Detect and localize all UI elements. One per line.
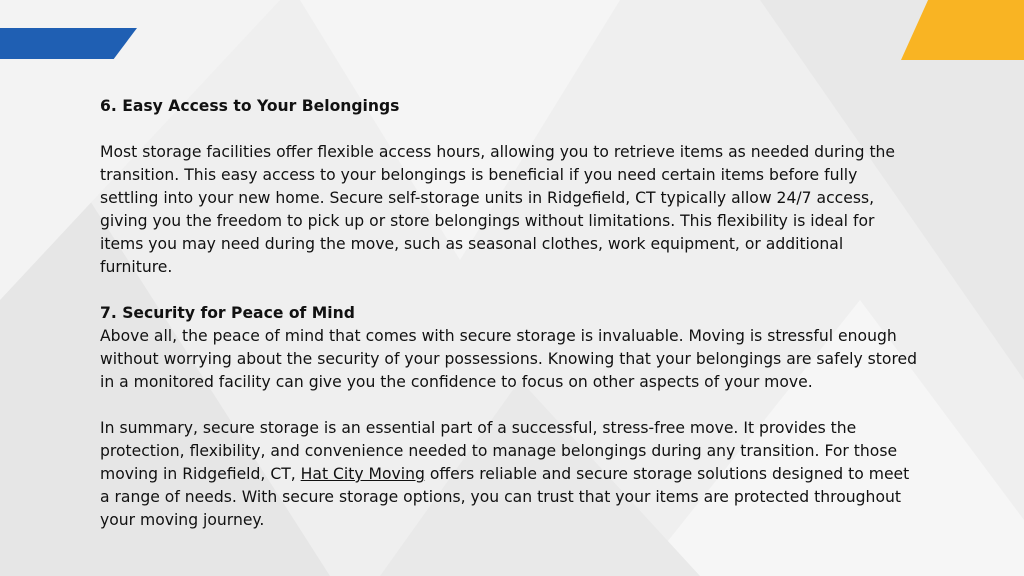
- section-body-security: Above all, the peace of mind that comes with secure storage is invaluable. Moving is stressful enough without worrying about the security of your possessions. Knowing that your belongings are safely stored in a monitored facility can give you the confidence to focus on other aspects of your move.: [100, 327, 918, 391]
- hat-city-moving-link[interactable]: Hat City Moving: [300, 465, 425, 483]
- summary-text-start: In summary, secure storage is an essential part of a successful, stress-free move. It provides the protection, flexibility, and convenience needed to manage belongings during any transition. For those moving in Ridgefield, CT,: [100, 419, 898, 483]
- section-heading-security: 7. Security for Peace of Mind: [100, 304, 355, 322]
- spacer: [100, 394, 920, 417]
- spacer: [100, 279, 920, 302]
- spacer: [100, 118, 920, 141]
- summary-text-end: offers reliable and secure storage solutions designed to meet a range of needs. With secure storage options, you can trust that your items are protected throughout your moving journey.: [100, 465, 910, 529]
- blue-accent-bar: [0, 28, 137, 59]
- article-content: [100, 95, 920, 532]
- section-body-easy-access: Most storage facilities offer flexible access hours, allowing you to retrieve items as needed during the transition. This easy access to your belongings is beneficial if you need certain items before fully settling into your new home. Secure self-storage units in Ridgefield, CT typically allow 24/7 access, giving you the freedom to pick up or store belongings without limitations. This flexibility is ideal for items you may need during the move, such as seasonal clothes, work equipment, or additional furniture.: [100, 143, 896, 276]
- summary-paragraph: [100, 417, 920, 532]
- section-heading-easy-access: 6. Easy Access to Your Belongings: [100, 97, 400, 115]
